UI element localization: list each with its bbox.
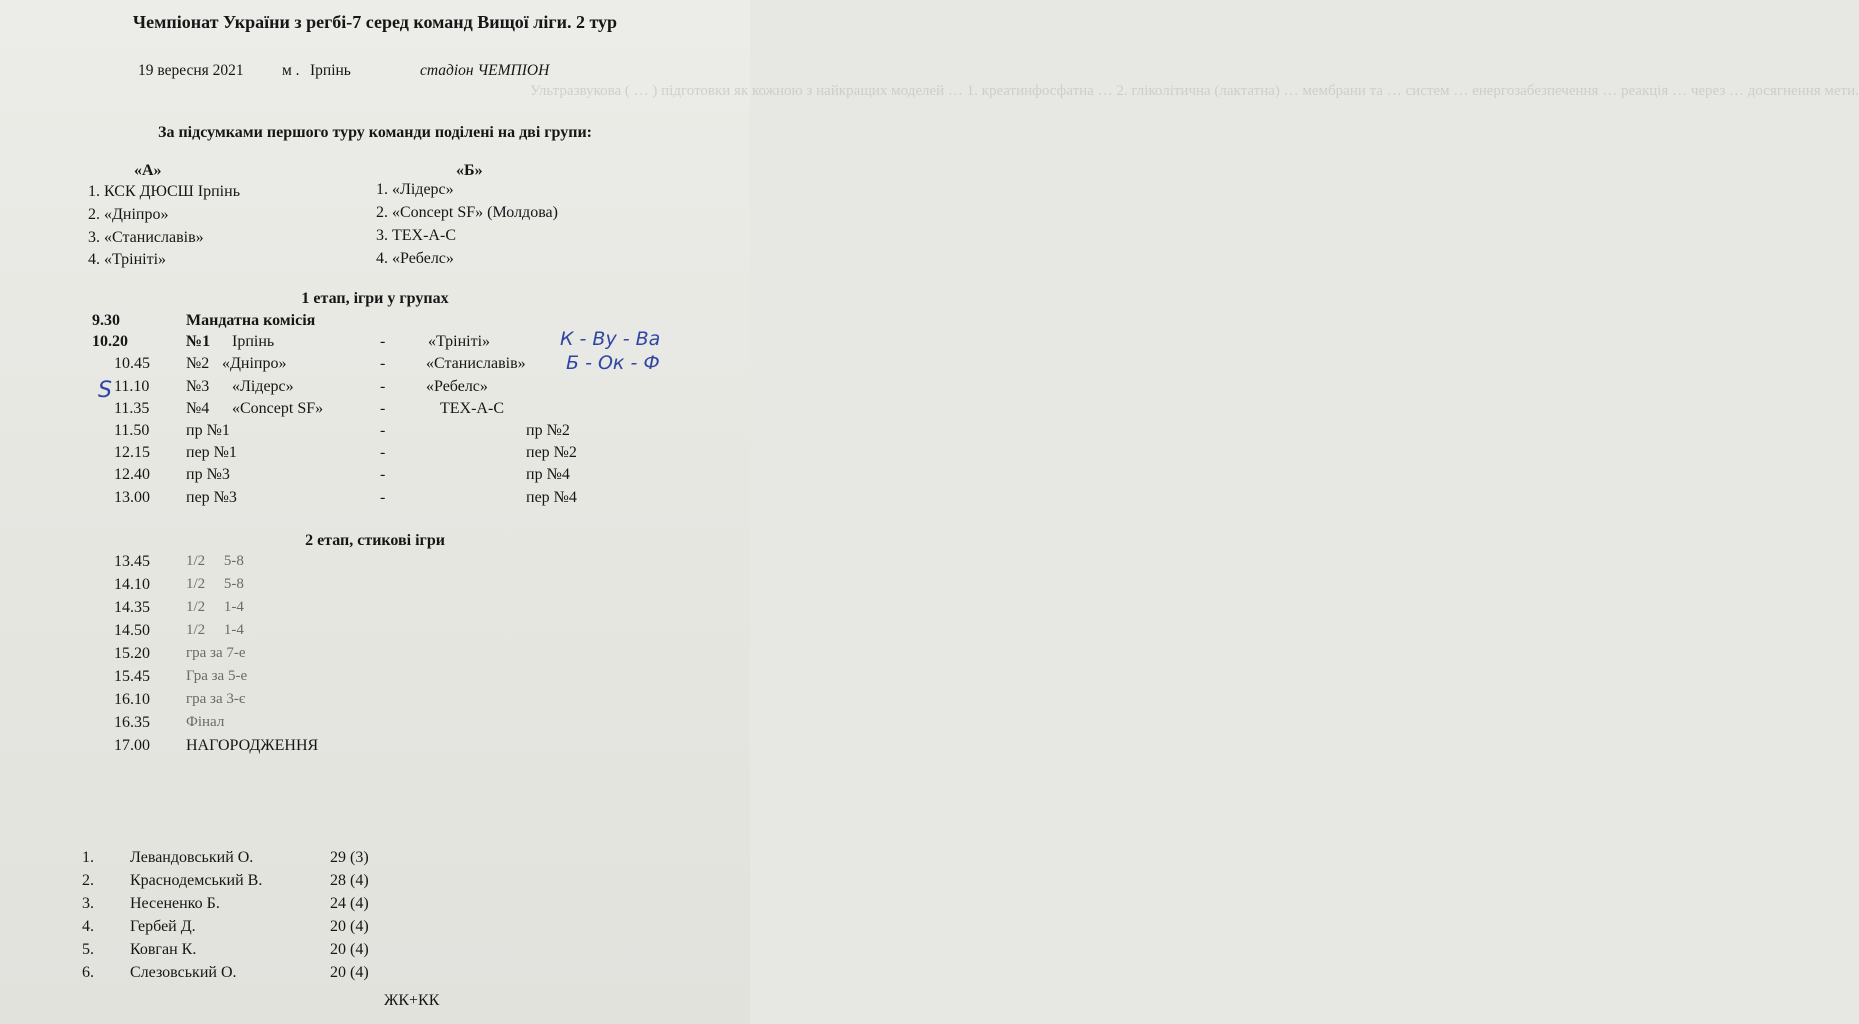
match-number: №1	[186, 333, 211, 350]
match-dash: -	[380, 444, 386, 461]
footer-note: ЖК+КК	[384, 992, 440, 1009]
match-home: «Лідерс»	[232, 378, 294, 395]
match-time: 14.50	[114, 622, 150, 639]
match-home: «Дніпро»	[222, 355, 287, 372]
match-away: «Трініті»	[428, 333, 491, 350]
match-time: 11.50	[114, 422, 150, 439]
stage1-heading: 1 етап, ігри у групах	[301, 290, 449, 307]
match-away: «Станиславів»	[426, 355, 526, 372]
match-time: 14.35	[114, 599, 150, 616]
match-number: пер №3	[186, 489, 237, 506]
match-number: пер №1	[186, 444, 237, 461]
match-time: 15.20	[114, 645, 150, 662]
match-time: 12.15	[114, 444, 150, 461]
referee-score: 29 (3)	[330, 849, 369, 866]
referee-score: 20 (4)	[330, 964, 369, 981]
match-stage: 1/2 1-4	[186, 622, 244, 638]
event-m: м .	[282, 62, 300, 79]
match-away: «Ребелс»	[426, 378, 488, 395]
match-time: 17.00	[114, 737, 150, 754]
referee-num: 6.	[82, 964, 94, 981]
handwritten-mark: S	[98, 378, 112, 403]
referee-name: Краснодемський В.	[130, 872, 263, 889]
match-away: ТЕХ-А-С	[440, 400, 504, 417]
group-a-team: 4. «Трініті»	[88, 251, 167, 268]
groups-heading: За підсумками першого туру команди поділені на дві групи:	[158, 124, 592, 141]
group-b-team: 2. «Concept SF» (Молдова)	[376, 204, 558, 221]
match-time: 15.45	[114, 668, 150, 685]
mandate-commission: Мандатна комісія	[186, 312, 316, 329]
stage2-heading: 2 етап, стикові ігри	[305, 532, 445, 549]
match-dash: -	[380, 333, 386, 350]
match-time: 13.45	[114, 553, 150, 570]
match-away: пр №4	[526, 466, 570, 483]
match-dash: -	[380, 489, 386, 506]
event-city: Ірпінь	[310, 62, 351, 79]
referee-num: 1.	[82, 849, 94, 866]
group-b-team: 3. ТЕХ-А-С	[376, 227, 456, 244]
referee-score: 24 (4)	[330, 895, 369, 912]
referee-score: 20 (4)	[330, 918, 369, 935]
group-a-team: 3. «Станиславів»	[88, 229, 204, 246]
match-stage: 1/2 5-8	[186, 576, 244, 592]
referee-num: 3.	[82, 895, 94, 912]
match-number: №3	[186, 378, 210, 395]
match-dash: -	[380, 355, 386, 372]
match-stage: 1/2 1-4	[186, 599, 244, 615]
awards-ceremony: НАГОРОДЖЕННЯ	[186, 737, 319, 754]
match-home: «Concept SF»	[232, 400, 324, 417]
event-date: 19 вересня 2021	[138, 62, 244, 79]
group-a-team: 1. КСК ДЮСШ Ірпінь	[88, 183, 240, 200]
match-time: 16.35	[114, 714, 150, 731]
group-b-label: «Б»	[456, 162, 483, 179]
group-b-team: 4. «Ребелс»	[376, 250, 454, 267]
group-a-team: 2. «Дніпро»	[88, 206, 169, 223]
referee-name: Ковган К.	[130, 941, 197, 958]
referee-score: 20 (4)	[330, 941, 369, 958]
page-title: Чемпіонат України з регбі-7 серед команд Вищої ліги. 2 тур	[132, 12, 618, 32]
match-time: 11.35	[114, 400, 150, 417]
handwritten-note-1: К - Ву - Ва	[560, 328, 661, 350]
match-dash: -	[380, 378, 386, 395]
event-stadium: стадіон ЧЕМПІОН	[420, 62, 550, 79]
referee-name: Слезовський О.	[130, 964, 237, 981]
match-away: пер №2	[526, 444, 577, 461]
match-number: №4	[186, 400, 210, 417]
match-time: 13.00	[114, 489, 150, 506]
match-stage: Фінал	[186, 714, 225, 730]
match-time: 16.10	[114, 691, 150, 708]
match-dash: -	[380, 466, 386, 483]
match-number: пр №3	[186, 466, 230, 483]
referee-name: Гербей Д.	[130, 918, 196, 935]
match-away: пр №2	[526, 422, 570, 439]
referee-score: 28 (4)	[330, 872, 369, 889]
match-away: пер №4	[526, 489, 577, 506]
match-home: Ірпінь	[232, 333, 275, 350]
match-number: пр №1	[186, 422, 230, 439]
match-stage: гра за 3-є	[186, 691, 246, 707]
handwritten-note-2: Б - Ок - Ф	[566, 352, 660, 374]
match-time: 12.40	[114, 466, 150, 483]
match-time: 9.30	[92, 312, 120, 329]
referee-num: 5.	[82, 941, 94, 958]
match-time: 14.10	[114, 576, 150, 593]
match-time: 11.10	[114, 378, 150, 395]
referee-name: Несененко Б.	[130, 895, 220, 912]
match-time: 10.20	[92, 333, 128, 350]
match-dash: -	[380, 400, 386, 417]
referee-num: 2.	[82, 872, 94, 889]
match-time: 10.45	[114, 355, 150, 372]
bleed-through-text: Ультразвукова ( … ) підготовки як кожною з найкращих моделей … 1. креатинфосфатна … 2. гліколітична (лактатна) … мембрани та … систем … енергозабезпечення … реакція … через … досягнення мети.	[530, 83, 1859, 99]
referee-name: Левандовський О.	[130, 849, 254, 866]
group-a-label: «А»	[134, 162, 162, 179]
match-dash: -	[380, 422, 386, 439]
match-number: №2	[186, 355, 210, 372]
match-stage: Гра за 5-е	[186, 668, 248, 684]
match-stage: гра за 7-е	[186, 645, 246, 661]
group-b-team: 1. «Лідерс»	[376, 181, 454, 198]
match-stage: 1/2 5-8	[186, 553, 244, 569]
referee-num: 4.	[82, 918, 94, 935]
